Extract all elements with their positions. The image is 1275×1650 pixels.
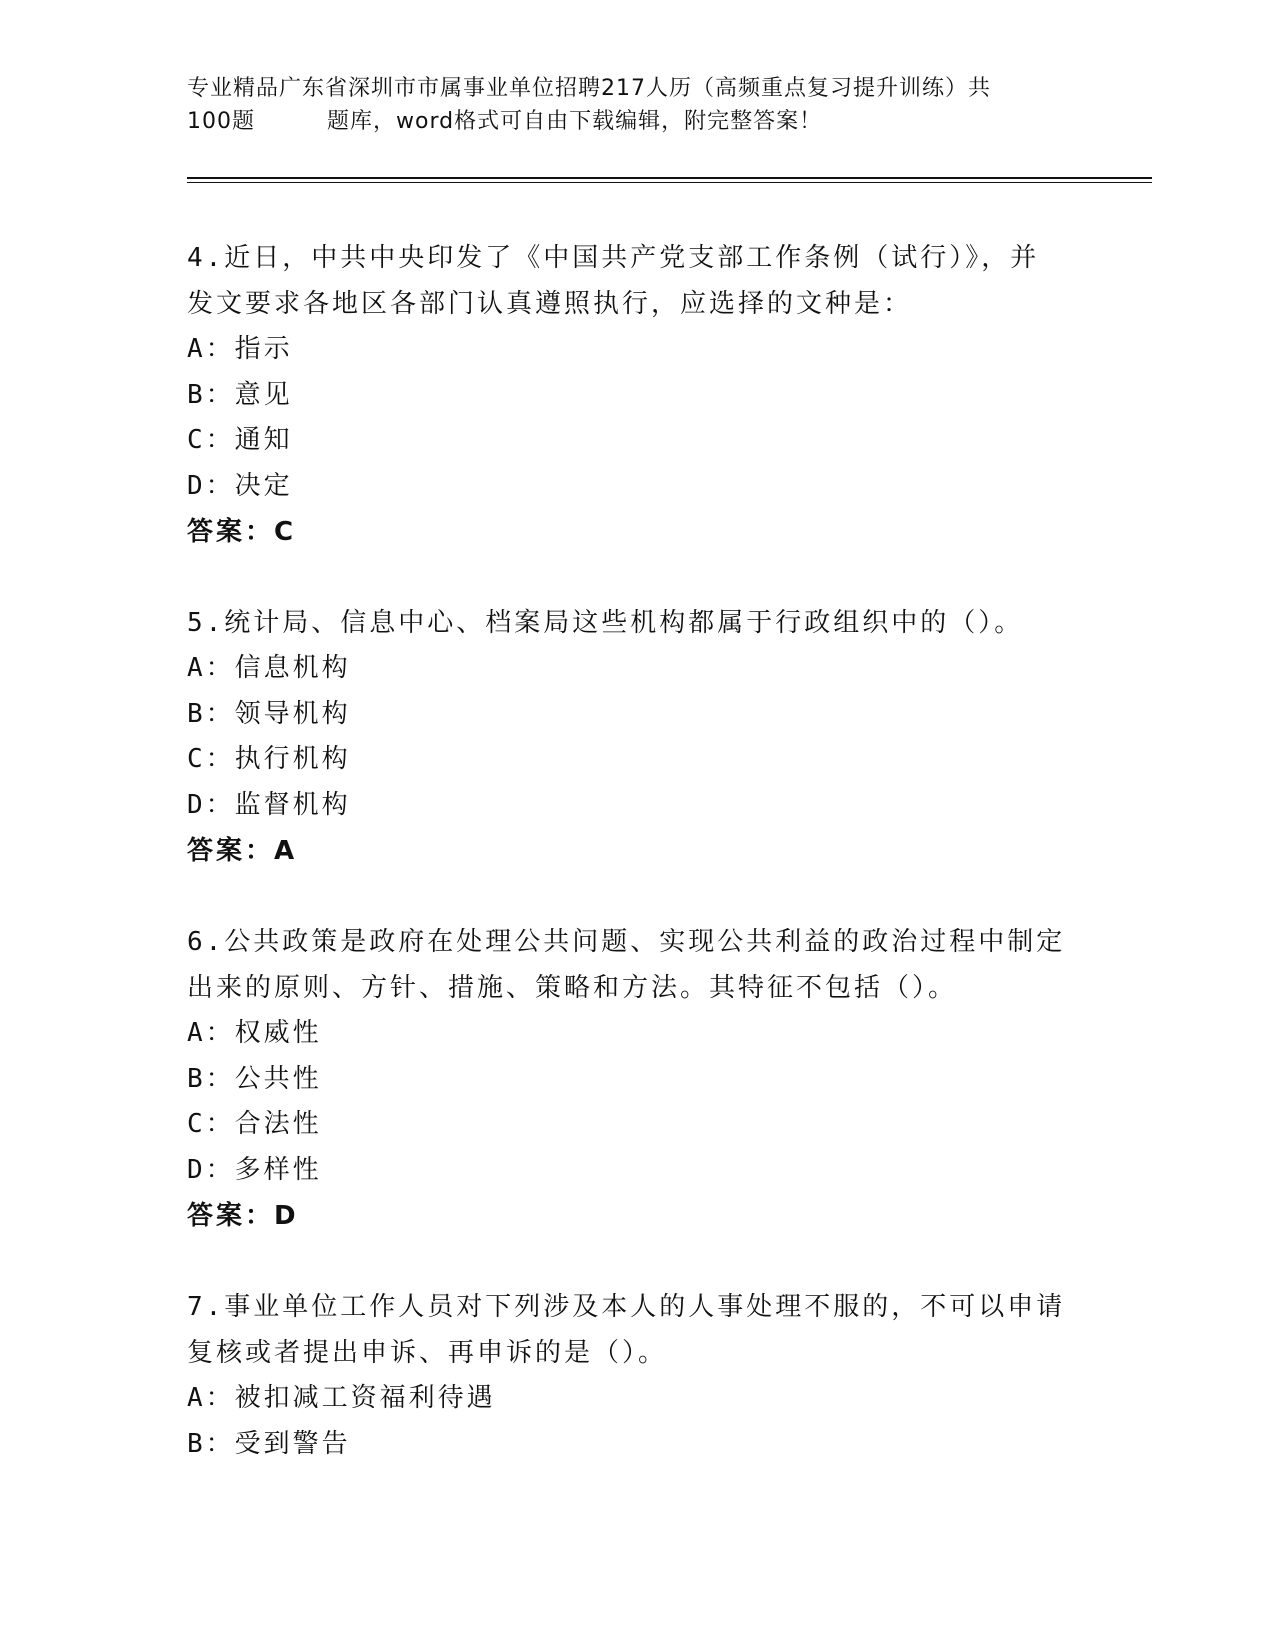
option-a: A：信息机构: [187, 653, 351, 683]
header-line-1: 专业精品广东省深圳市市属事业单位招聘217人历（高频重点复习提升训练）共: [187, 76, 991, 101]
option-b: B：意见: [187, 379, 293, 410]
question-list: [187, 235, 1067, 1512]
option-c: C：合法性: [187, 1109, 322, 1139]
option-a: A：被扣减工资福利待遇: [187, 1383, 496, 1413]
document-header: [187, 72, 1067, 138]
question-4: [187, 235, 1067, 555]
option-c: C：通知: [187, 425, 293, 455]
answer: 答案：C: [187, 517, 297, 547]
question-text: 6.公共政策是政府在处理公共问题、实现公共利益的政治过程中制定出来的原则、方针、措施、策略和方法。其特征不包括（）。: [187, 927, 1066, 1003]
option-d: D：决定: [187, 470, 293, 501]
option-b: B：公共性: [187, 1063, 322, 1094]
question-text: 5.统计局、信息中心、档案局这些机构都属于行政组织中的（）。: [187, 608, 1024, 638]
header-count: 100题: [187, 109, 255, 134]
option-a: A：权威性: [187, 1018, 322, 1048]
option-d: D：监督机构: [187, 789, 351, 820]
header-description: 题库，word格式可自由下载编辑，附完整答案！: [327, 109, 823, 134]
answer: 答案：A: [187, 836, 298, 866]
header-divider-thin: [187, 182, 1152, 183]
question-text: 7.事业单位工作人员对下列涉及本人的人事处理不服的，不可以申请复核或者提出申诉、再申诉的是（）。: [187, 1292, 1066, 1368]
option-c: C：执行机构: [187, 744, 351, 774]
header-divider-thick: [187, 177, 1152, 179]
header-line-2: [187, 105, 1067, 138]
option-b: B：受到警告: [187, 1428, 351, 1459]
answer: 答案：D: [187, 1201, 299, 1231]
question-text: 4.近日，中共中央印发了《中国共产党支部工作条例（试行）》，并发文要求各地区各部门认真遵照执行，应选择的文种是：: [187, 243, 1040, 319]
option-d: D：多样性: [187, 1154, 322, 1185]
option-b: B：领导机构: [187, 698, 351, 729]
question-7: [187, 1284, 1067, 1467]
option-a: A：指示: [187, 334, 293, 364]
question-6: [187, 919, 1067, 1239]
question-5: [187, 600, 1067, 874]
